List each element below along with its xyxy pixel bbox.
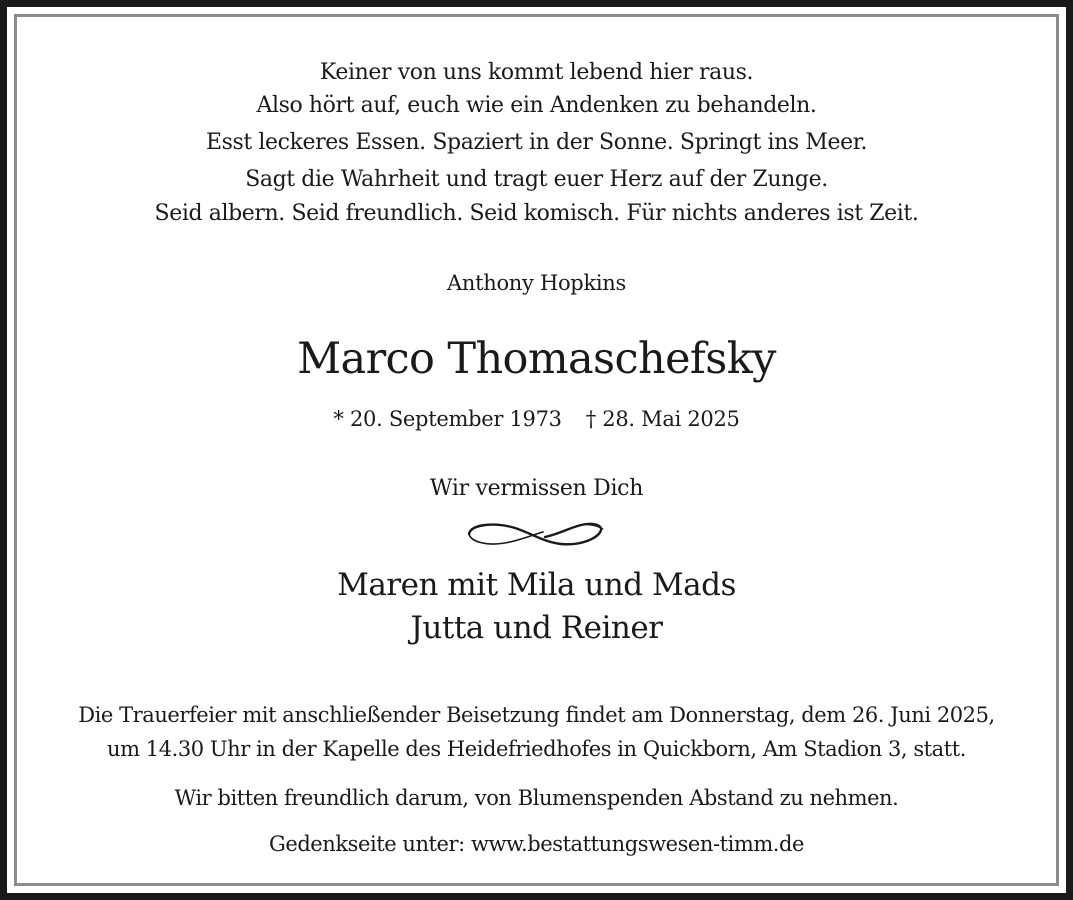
- quote-line-2: Also hört auf, euch wie ein Andenken zu behandeln.: [256, 93, 817, 118]
- quote-author: Anthony Hopkins: [446, 271, 626, 295]
- funeral-info-line-1: Die Trauerfeier mit anschließender Beisetzung findet am Donnerstag, dem 26. Juni 2025,: [78, 703, 995, 727]
- deceased-name: Marco Thomaschefsky: [297, 334, 776, 384]
- quote-line-3: Esst leckeres Essen. Spaziert in der Sonne. Springt ins Meer.: [205, 130, 868, 155]
- flourish-divider-icon: [465, 516, 607, 552]
- birth-date: * 20. September 1973: [333, 407, 562, 431]
- mourners-line-2: Jutta und Reiner: [410, 610, 663, 646]
- tribute-line: Wir vermissen Dich: [429, 476, 644, 501]
- funeral-info-line-2: um 14.30 Uhr in der Kapelle des Heidefriedhofes in Quickborn, Am Stadion 3, statt.: [107, 737, 966, 761]
- flowers-note: Wir bitten freundlich darum, von Blumenspenden Abstand zu nehmen.: [174, 786, 899, 810]
- life-dates: [0, 407, 1073, 431]
- quote-line-4: Sagt die Wahrheit und tragt euer Herz auf der Zunge.: [245, 167, 828, 192]
- death-date: † 28. Mai 2025: [585, 407, 740, 431]
- quote-line-5: Seid albern. Seid freundlich. Seid komisch. Für nichts anderes ist Zeit.: [154, 201, 919, 226]
- memorial-page-link[interactable]: Gedenkseite unter: www.bestattungswesen-timm.de: [269, 832, 804, 856]
- quote-line-1: Keiner von uns kommt lebend hier raus.: [319, 60, 754, 85]
- mourners-line-1: Maren mit Mila und Mads: [337, 567, 736, 603]
